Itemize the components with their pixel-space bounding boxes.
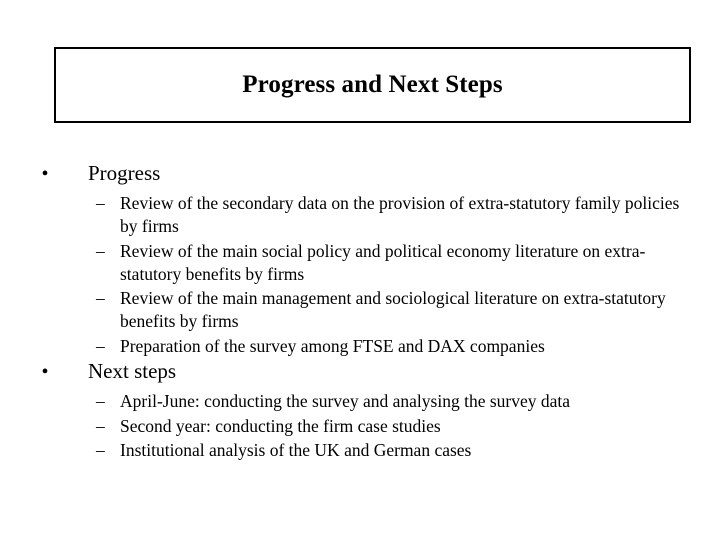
bullet-icon: • [41, 163, 49, 185]
dash-icon: – [96, 415, 105, 436]
bullet-icon: • [41, 361, 49, 383]
list-item-text: Second year: conducting the firm case studies [120, 415, 441, 436]
dash-icon: – [96, 335, 105, 356]
section-label: Next steps [88, 359, 177, 383]
section-progress [30, 161, 690, 358]
title-box [54, 47, 691, 123]
dash-icon: – [96, 240, 105, 261]
section-next-steps [30, 359, 690, 462]
dash-icon: – [96, 193, 105, 213]
list-item-text: Preparation of the survey among FTSE and DAX companies [120, 335, 545, 356]
list-item-text: Review of the main management and sociological literature on extra-statutory benefits by firms [120, 288, 666, 331]
list-item [30, 192, 690, 238]
next-steps-list [30, 390, 690, 462]
slide-title: Progress and Next Steps [242, 71, 503, 98]
list-item [30, 390, 690, 413]
list-item [30, 335, 690, 358]
dash-icon: – [96, 288, 105, 308]
list-item-text: Review of the main social policy and political economy literature on extra-statutory benefits by firms [120, 240, 646, 284]
list-item [30, 439, 690, 462]
list-item [30, 240, 690, 286]
section-heading [30, 359, 690, 384]
section-label: Progress [88, 161, 161, 185]
dash-icon: – [96, 391, 105, 411]
dash-icon: – [96, 440, 105, 460]
list-item-text: Review of the secondary data on the provision of extra-statutory family policies by firms [120, 193, 680, 236]
list-item-text: Institutional analysis of the UK and German cases [120, 440, 472, 460]
list-item [30, 415, 690, 438]
progress-list [30, 192, 690, 358]
list-item [30, 287, 690, 333]
section-heading [30, 161, 690, 186]
list-item-text: April-June: conducting the survey and analysing the survey data [120, 391, 571, 411]
